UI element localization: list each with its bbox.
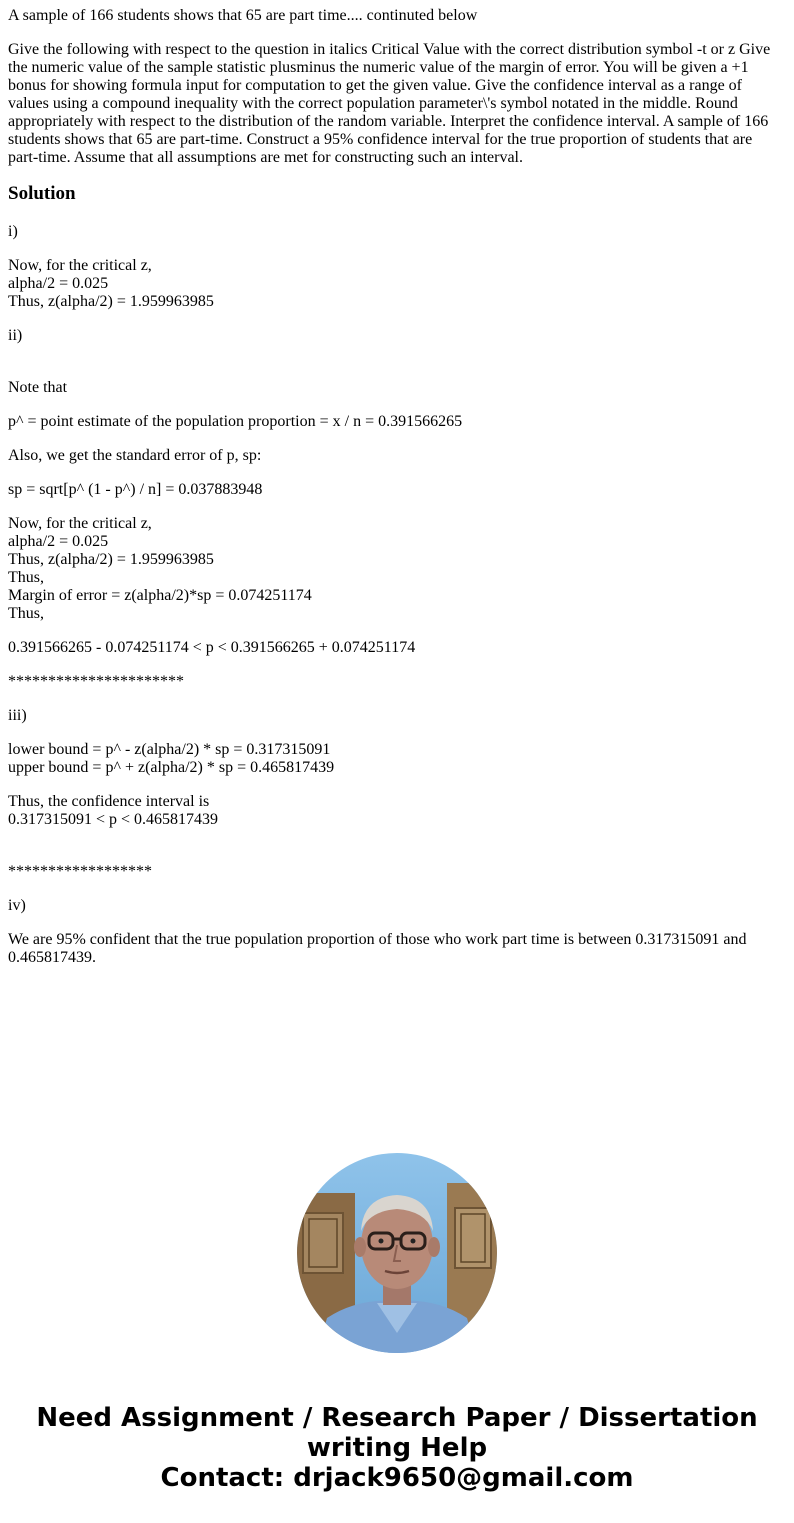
footer-banner xyxy=(0,1403,794,1493)
bounds-block xyxy=(8,741,786,777)
ci-result: 0.317315091 < p < 0.465817439 xyxy=(8,811,219,828)
separator-stars: ********************** xyxy=(8,673,184,690)
thus-text-2: Thus, xyxy=(8,605,44,622)
alpha-half: alpha/2 = 0.025 xyxy=(8,275,109,292)
question-title: A sample of 166 students shows that 65 are part time.... continuted below xyxy=(8,7,478,24)
alpha-half-2: alpha/2 = 0.025 xyxy=(8,533,109,550)
standard-error: sp = sqrt[p^ (1 - p^) / n] = 0.037883948 xyxy=(8,481,263,498)
part-2-critical-block xyxy=(8,515,786,623)
part-1-block xyxy=(8,257,786,311)
footer-line-1: Need Assignment / Research Paper / Dissertation xyxy=(36,1403,758,1433)
ci-intro: Thus, the confidence interval is xyxy=(8,793,210,810)
document-body xyxy=(8,7,786,983)
critical-z-value: Thus, z(alpha/2) = 1.959963985 xyxy=(8,293,214,310)
lower-bound: lower bound = p^ - z(alpha/2) * sp = 0.317315091 xyxy=(8,741,331,758)
critical-z-value-2: Thus, z(alpha/2) = 1.959963985 xyxy=(8,551,214,568)
part-1-label: i) xyxy=(8,223,18,240)
critical-z-intro: Now, for the critical z, xyxy=(8,257,152,274)
solution-heading: Solution xyxy=(8,183,76,204)
part-2-label: ii) xyxy=(8,327,23,344)
upper-bound: upper bound = p^ + z(alpha/2) * sp = 0.465817439 xyxy=(8,759,335,776)
part-4-label: iv) xyxy=(8,897,26,914)
critical-z-intro-2: Now, for the critical z, xyxy=(8,515,152,532)
confidence-interval-block xyxy=(8,793,786,829)
standard-error-intro: Also, we get the standard error of p, sp: xyxy=(8,447,262,464)
part-3-label: iii) xyxy=(8,707,27,724)
thus-text: Thus, xyxy=(8,569,44,586)
margin-of-error: Margin of error = z(alpha/2)*sp = 0.074251174 xyxy=(8,587,312,604)
interpretation: We are 95% confident that the true population proportion of those who work part time is between 0.317315091 and 0.465817439. xyxy=(8,931,747,966)
question-text: Give the following with respect to the question in italics Critical Value with the correct distribution symbol -t or z Give the numeric value of the sample statistic plusminus the numeric value of the margin of error. You will be given a +1 bonus for showing formula input for computation to get the given value. Give the confidence interval as a range of values using a compound inequality with the correct population parameter\'s symbol notated in the middle. Round appropriately with respect to the distribution of the random variable. Interpret the confidence interval. A sample of 166 students shows that 65 are part-time. Construct a 95% confidence interval for the true proportion of students that are part-time. Assume that all assumptions are met for constructing such an interval. xyxy=(8,41,771,166)
footer-line-2: writing Help xyxy=(306,1433,488,1463)
interval-expression: 0.391566265 - 0.074251174 < p < 0.391566265 + 0.074251174 xyxy=(8,639,416,656)
note-that: Note that xyxy=(8,379,68,396)
point-estimate: p^ = point estimate of the population proportion = x / n = 0.391566265 xyxy=(8,413,463,430)
separator-stars-2: ****************** xyxy=(8,863,152,880)
author-avatar xyxy=(297,1153,497,1353)
footer-contact: Contact: drjack9650@gmail.com xyxy=(160,1463,634,1493)
